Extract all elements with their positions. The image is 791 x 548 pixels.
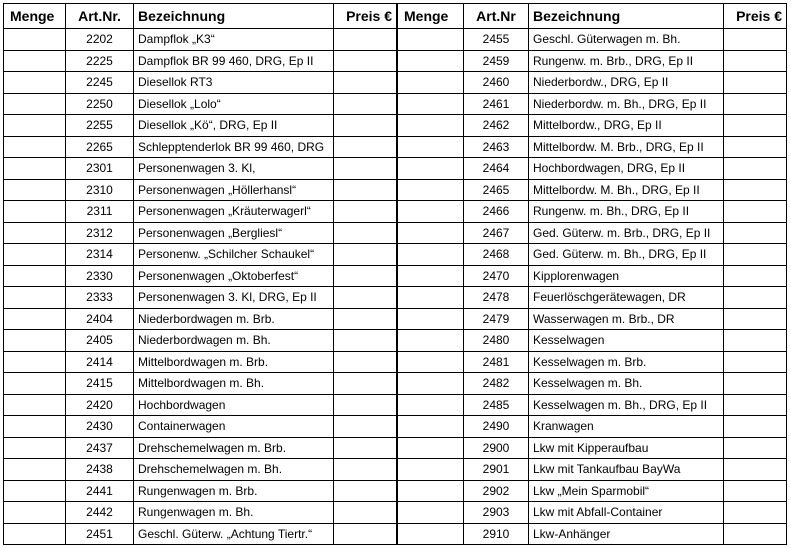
menge-cell[interactable] [398,351,464,373]
preis-cell[interactable] [334,72,397,94]
bezeichnung-cell: Personenwagen „Kräuterwagerl“ [134,201,334,223]
artnr-cell: 2467 [464,222,529,244]
bezeichnung-cell: Containerwagen [134,416,334,438]
preis-cell[interactable] [334,480,397,502]
preis-cell[interactable] [724,29,787,51]
preis-cell[interactable] [724,244,787,266]
order-table-left [3,3,397,545]
table-row [4,502,397,524]
table-row [4,394,397,416]
artnr-cell: 2250 [66,93,134,115]
bezeichnung-cell: Rungenwagen m. Bh. [134,502,334,524]
bezeichnung-cell: Ged. Güterw. m. Brb., DRG, Ep II [529,222,724,244]
artnr-cell: 2312 [66,222,134,244]
bezeichnung-cell: Personenwagen 3. Kl, [134,158,334,180]
preis-cell[interactable] [724,502,787,524]
bezeichnung-cell: Mittelbordwagen m. Bh. [134,373,334,395]
bezeichnung-cell: Rungenw. m. Brb., DRG, Ep II [529,50,724,72]
artnr-cell: 2438 [66,459,134,481]
menge-cell[interactable] [4,179,66,201]
preis-cell[interactable] [334,29,397,51]
artnr-cell: 2430 [66,416,134,438]
preis-cell[interactable] [334,244,397,266]
artnr-cell: 2468 [464,244,529,266]
bezeichnung-cell: Lkw-Anhänger [529,523,724,545]
menge-cell[interactable] [398,308,464,330]
menge-cell[interactable] [4,72,66,94]
bezeichnung-cell: Kesselwagen m. Brb. [529,351,724,373]
menge-cell[interactable] [398,29,464,51]
bezeichnung-cell: Kipplorenwagen [529,265,724,287]
menge-cell[interactable] [4,502,66,524]
table-row [398,330,787,352]
bezeichnung-cell: Niederbordwagen m. Bh. [134,330,334,352]
preis-cell[interactable] [724,287,787,309]
menge-cell[interactable] [398,416,464,438]
preis-cell[interactable] [334,136,397,158]
menge-cell[interactable] [398,459,464,481]
bezeichnung-cell: Lkw mit Tankaufbau BayWa [529,459,724,481]
bezeichnung-cell: Rungenwagen m. Brb. [134,480,334,502]
menge-cell[interactable] [4,308,66,330]
bezeichnung-cell: Personenwagen „Höllerhansl“ [134,179,334,201]
table-row [398,222,787,244]
header-preis: Preis € [724,4,787,29]
menge-cell[interactable] [398,244,464,266]
preis-cell[interactable] [724,93,787,115]
artnr-cell: 2265 [66,136,134,158]
preis-cell[interactable] [334,287,397,309]
preis-cell[interactable] [334,351,397,373]
preis-cell[interactable] [334,179,397,201]
bezeichnung-cell: Schlepptenderlok BR 99 460, DRG [134,136,334,158]
preis-cell[interactable] [724,523,787,545]
menge-cell[interactable] [398,394,464,416]
header-bezeichnung: Bezeichnung [529,4,724,29]
table-row [398,93,787,115]
menge-cell[interactable] [398,523,464,545]
table-row [398,115,787,137]
table-row [398,351,787,373]
header-preis: Preis € [334,4,397,29]
artnr-cell: 2481 [464,351,529,373]
menge-cell[interactable] [398,480,464,502]
preis-cell[interactable] [334,330,397,352]
menge-cell[interactable] [4,480,66,502]
artnr-cell: 2245 [66,72,134,94]
artnr-cell: 2462 [464,115,529,137]
preis-cell[interactable] [724,480,787,502]
artnr-cell: 2225 [66,50,134,72]
menge-cell[interactable] [398,158,464,180]
artnr-cell: 2459 [464,50,529,72]
table-row [398,244,787,266]
bezeichnung-cell: Diesellok „Lolo“ [134,93,334,115]
preis-cell[interactable] [334,50,397,72]
bezeichnung-cell: Dampflok BR 99 460, DRG, Ep II [134,50,334,72]
header-bezeichnung: Bezeichnung [134,4,334,29]
bezeichnung-cell: Diesellok „Kö“, DRG, Ep II [134,115,334,137]
menge-cell[interactable] [4,330,66,352]
artnr-cell: 2910 [464,523,529,545]
order-table-right [397,3,787,545]
bezeichnung-cell: Ged. Güterw. m. Bh., DRG, Ep II [529,244,724,266]
menge-cell[interactable] [4,373,66,395]
menge-cell[interactable] [4,29,66,51]
table-row [4,72,397,94]
menge-cell[interactable] [4,523,66,545]
bezeichnung-cell: Personenwagen 3. Kl, DRG, Ep II [134,287,334,309]
table-row [4,351,397,373]
bezeichnung-cell: Hochbordwagen, DRG, Ep II [529,158,724,180]
menge-cell[interactable] [398,265,464,287]
preis-cell[interactable] [724,416,787,438]
artnr-cell: 2479 [464,308,529,330]
artnr-cell: 2415 [66,373,134,395]
table-row [4,93,397,115]
artnr-cell: 2490 [464,416,529,438]
bezeichnung-cell: Geschl. Güterw. „Achtung Tiertr.“ [134,523,334,545]
preis-cell[interactable] [724,265,787,287]
bezeichnung-cell: Kesselwagen m. Bh., DRG, Ep II [529,394,724,416]
table-row [398,523,787,545]
menge-cell[interactable] [4,459,66,481]
preis-cell[interactable] [334,201,397,223]
menge-cell[interactable] [398,287,464,309]
preis-cell[interactable] [334,416,397,438]
header-row [4,4,397,29]
right-table-body [398,29,787,545]
artnr-cell: 2901 [464,459,529,481]
artnr-cell: 2451 [66,523,134,545]
bezeichnung-cell: Niederbordw., DRG, Ep II [529,72,724,94]
menge-cell[interactable] [4,222,66,244]
table-row [4,179,397,201]
bezeichnung-cell: Lkw mit Abfall-Container [529,502,724,524]
preis-cell[interactable] [724,308,787,330]
menge-cell[interactable] [4,394,66,416]
preis-cell[interactable] [724,222,787,244]
artnr-cell: 2441 [66,480,134,502]
table-row [4,459,397,481]
artnr-cell: 2463 [464,136,529,158]
table-row [398,158,787,180]
menge-cell[interactable] [398,93,464,115]
table-row [398,179,787,201]
artnr-cell: 2420 [66,394,134,416]
bezeichnung-cell: Personenw. „Schilcher Schaukel“ [134,244,334,266]
preis-cell[interactable] [334,308,397,330]
header-artnr: Art.Nr. [66,4,134,29]
preis-cell[interactable] [334,373,397,395]
artnr-cell: 2301 [66,158,134,180]
artnr-cell: 2465 [464,179,529,201]
menge-cell[interactable] [398,179,464,201]
table-row [398,72,787,94]
preis-cell[interactable] [334,459,397,481]
bezeichnung-cell: Niederbordwagen m. Brb. [134,308,334,330]
artnr-cell: 2900 [464,437,529,459]
bezeichnung-cell: Personenwagen „Oktoberfest“ [134,265,334,287]
menge-cell[interactable] [398,437,464,459]
table-row [398,265,787,287]
bezeichnung-cell: Niederbordw. m. Bh., DRG, Ep II [529,93,724,115]
bezeichnung-cell: Lkw „Mein Sparmobil“ [529,480,724,502]
menge-cell[interactable] [4,136,66,158]
artnr-cell: 2480 [464,330,529,352]
artnr-cell: 2202 [66,29,134,51]
menge-cell[interactable] [398,201,464,223]
artnr-cell: 2470 [464,265,529,287]
preis-cell[interactable] [334,115,397,137]
table-row [398,459,787,481]
menge-cell[interactable] [398,115,464,137]
preis-cell[interactable] [724,437,787,459]
left-table-body [4,29,397,545]
header-menge: Menge [398,4,464,29]
table-row [4,244,397,266]
table-row [4,330,397,352]
menge-cell[interactable] [398,373,464,395]
menge-cell[interactable] [4,287,66,309]
table-row [398,394,787,416]
artnr-cell: 2903 [464,502,529,524]
preis-cell[interactable] [724,136,787,158]
bezeichnung-cell: Personenwagen „Bergliesl“ [134,222,334,244]
preis-cell[interactable] [724,50,787,72]
bezeichnung-cell: Diesellok RT3 [134,72,334,94]
table-row [4,480,397,502]
table-row [398,480,787,502]
menge-cell[interactable] [4,93,66,115]
menge-cell[interactable] [4,416,66,438]
preis-cell[interactable] [334,502,397,524]
bezeichnung-cell: Mittelbordw., DRG, Ep II [529,115,724,137]
bezeichnung-cell: Drehschemelwagen m. Bh. [134,459,334,481]
bezeichnung-cell: Kranwagen [529,416,724,438]
table-row [398,416,787,438]
artnr-cell: 2902 [464,480,529,502]
menge-cell[interactable] [398,72,464,94]
menge-cell[interactable] [398,330,464,352]
preis-cell[interactable] [724,158,787,180]
table-row [398,308,787,330]
table-row [398,50,787,72]
preis-cell[interactable] [334,265,397,287]
bezeichnung-cell: Kesselwagen m. Bh. [529,373,724,395]
bezeichnung-cell: Hochbordwagen [134,394,334,416]
artnr-cell: 2310 [66,179,134,201]
preis-cell[interactable] [724,351,787,373]
bezeichnung-cell: Dampflok „K3“ [134,29,334,51]
table-row [4,201,397,223]
table-row [4,416,397,438]
table-row [4,136,397,158]
artnr-cell: 2478 [464,287,529,309]
header-artnr: Art.Nr [464,4,529,29]
table-row [4,265,397,287]
preis-cell[interactable] [724,179,787,201]
artnr-cell: 2333 [66,287,134,309]
bezeichnung-cell: Mittelbordw. M. Bh., DRG, Ep II [529,179,724,201]
artnr-cell: 2405 [66,330,134,352]
bezeichnung-cell: Rungenw. m. Bh., DRG, Ep II [529,201,724,223]
table-row [398,287,787,309]
header-menge: Menge [4,4,66,29]
menge-cell[interactable] [398,222,464,244]
preis-cell[interactable] [724,459,787,481]
preis-cell[interactable] [724,394,787,416]
bezeichnung-cell: Kesselwagen [529,330,724,352]
bezeichnung-cell: Lkw mit Kipperaufbau [529,437,724,459]
preis-cell[interactable] [724,373,787,395]
artnr-cell: 2485 [464,394,529,416]
table-row [4,287,397,309]
table-row [398,29,787,51]
order-form [3,3,789,545]
preis-cell[interactable] [724,115,787,137]
preis-cell[interactable] [334,158,397,180]
artnr-cell: 2442 [66,502,134,524]
preis-cell[interactable] [724,72,787,94]
artnr-cell: 2460 [464,72,529,94]
bezeichnung-cell: Geschl. Güterwagen m. Bh. [529,29,724,51]
menge-cell[interactable] [398,50,464,72]
artnr-cell: 2404 [66,308,134,330]
preis-cell[interactable] [334,93,397,115]
table-row [398,201,787,223]
artnr-cell: 2255 [66,115,134,137]
table-row [4,373,397,395]
artnr-cell: 2461 [464,93,529,115]
table-row [398,502,787,524]
preis-cell[interactable] [724,201,787,223]
bezeichnung-cell: Drehschemelwagen m. Brb. [134,437,334,459]
bezeichnung-cell: Wasserwagen m. Brb., DR [529,308,724,330]
artnr-cell: 2414 [66,351,134,373]
table-row [4,29,397,51]
menge-cell[interactable] [4,115,66,137]
menge-cell[interactable] [4,437,66,459]
menge-cell[interactable] [4,351,66,373]
table-row [398,437,787,459]
table-row [4,50,397,72]
table-row [398,136,787,158]
menge-cell[interactable] [4,244,66,266]
artnr-cell: 2311 [66,201,134,223]
bezeichnung-cell: Mittelbordw. M. Brb., DRG, Ep II [529,136,724,158]
artnr-cell: 2455 [464,29,529,51]
preis-cell[interactable] [724,330,787,352]
preis-cell[interactable] [334,222,397,244]
table-row [4,158,397,180]
preis-cell[interactable] [334,394,397,416]
table-row [4,308,397,330]
menge-cell[interactable] [4,158,66,180]
preis-cell[interactable] [334,523,397,545]
bezeichnung-cell: Mittelbordwagen m. Brb. [134,351,334,373]
artnr-cell: 2314 [66,244,134,266]
table-row [4,523,397,545]
artnr-cell: 2437 [66,437,134,459]
artnr-cell: 2330 [66,265,134,287]
menge-cell[interactable] [4,265,66,287]
table-row [398,373,787,395]
preis-cell[interactable] [334,437,397,459]
menge-cell[interactable] [398,502,464,524]
header-row [398,4,787,29]
menge-cell[interactable] [4,50,66,72]
artnr-cell: 2466 [464,201,529,223]
table-row [4,222,397,244]
menge-cell[interactable] [398,136,464,158]
artnr-cell: 2482 [464,373,529,395]
menge-cell[interactable] [4,201,66,223]
table-row [4,437,397,459]
bezeichnung-cell: Feuerlöschgerätewagen, DR [529,287,724,309]
table-row [4,115,397,137]
artnr-cell: 2464 [464,158,529,180]
